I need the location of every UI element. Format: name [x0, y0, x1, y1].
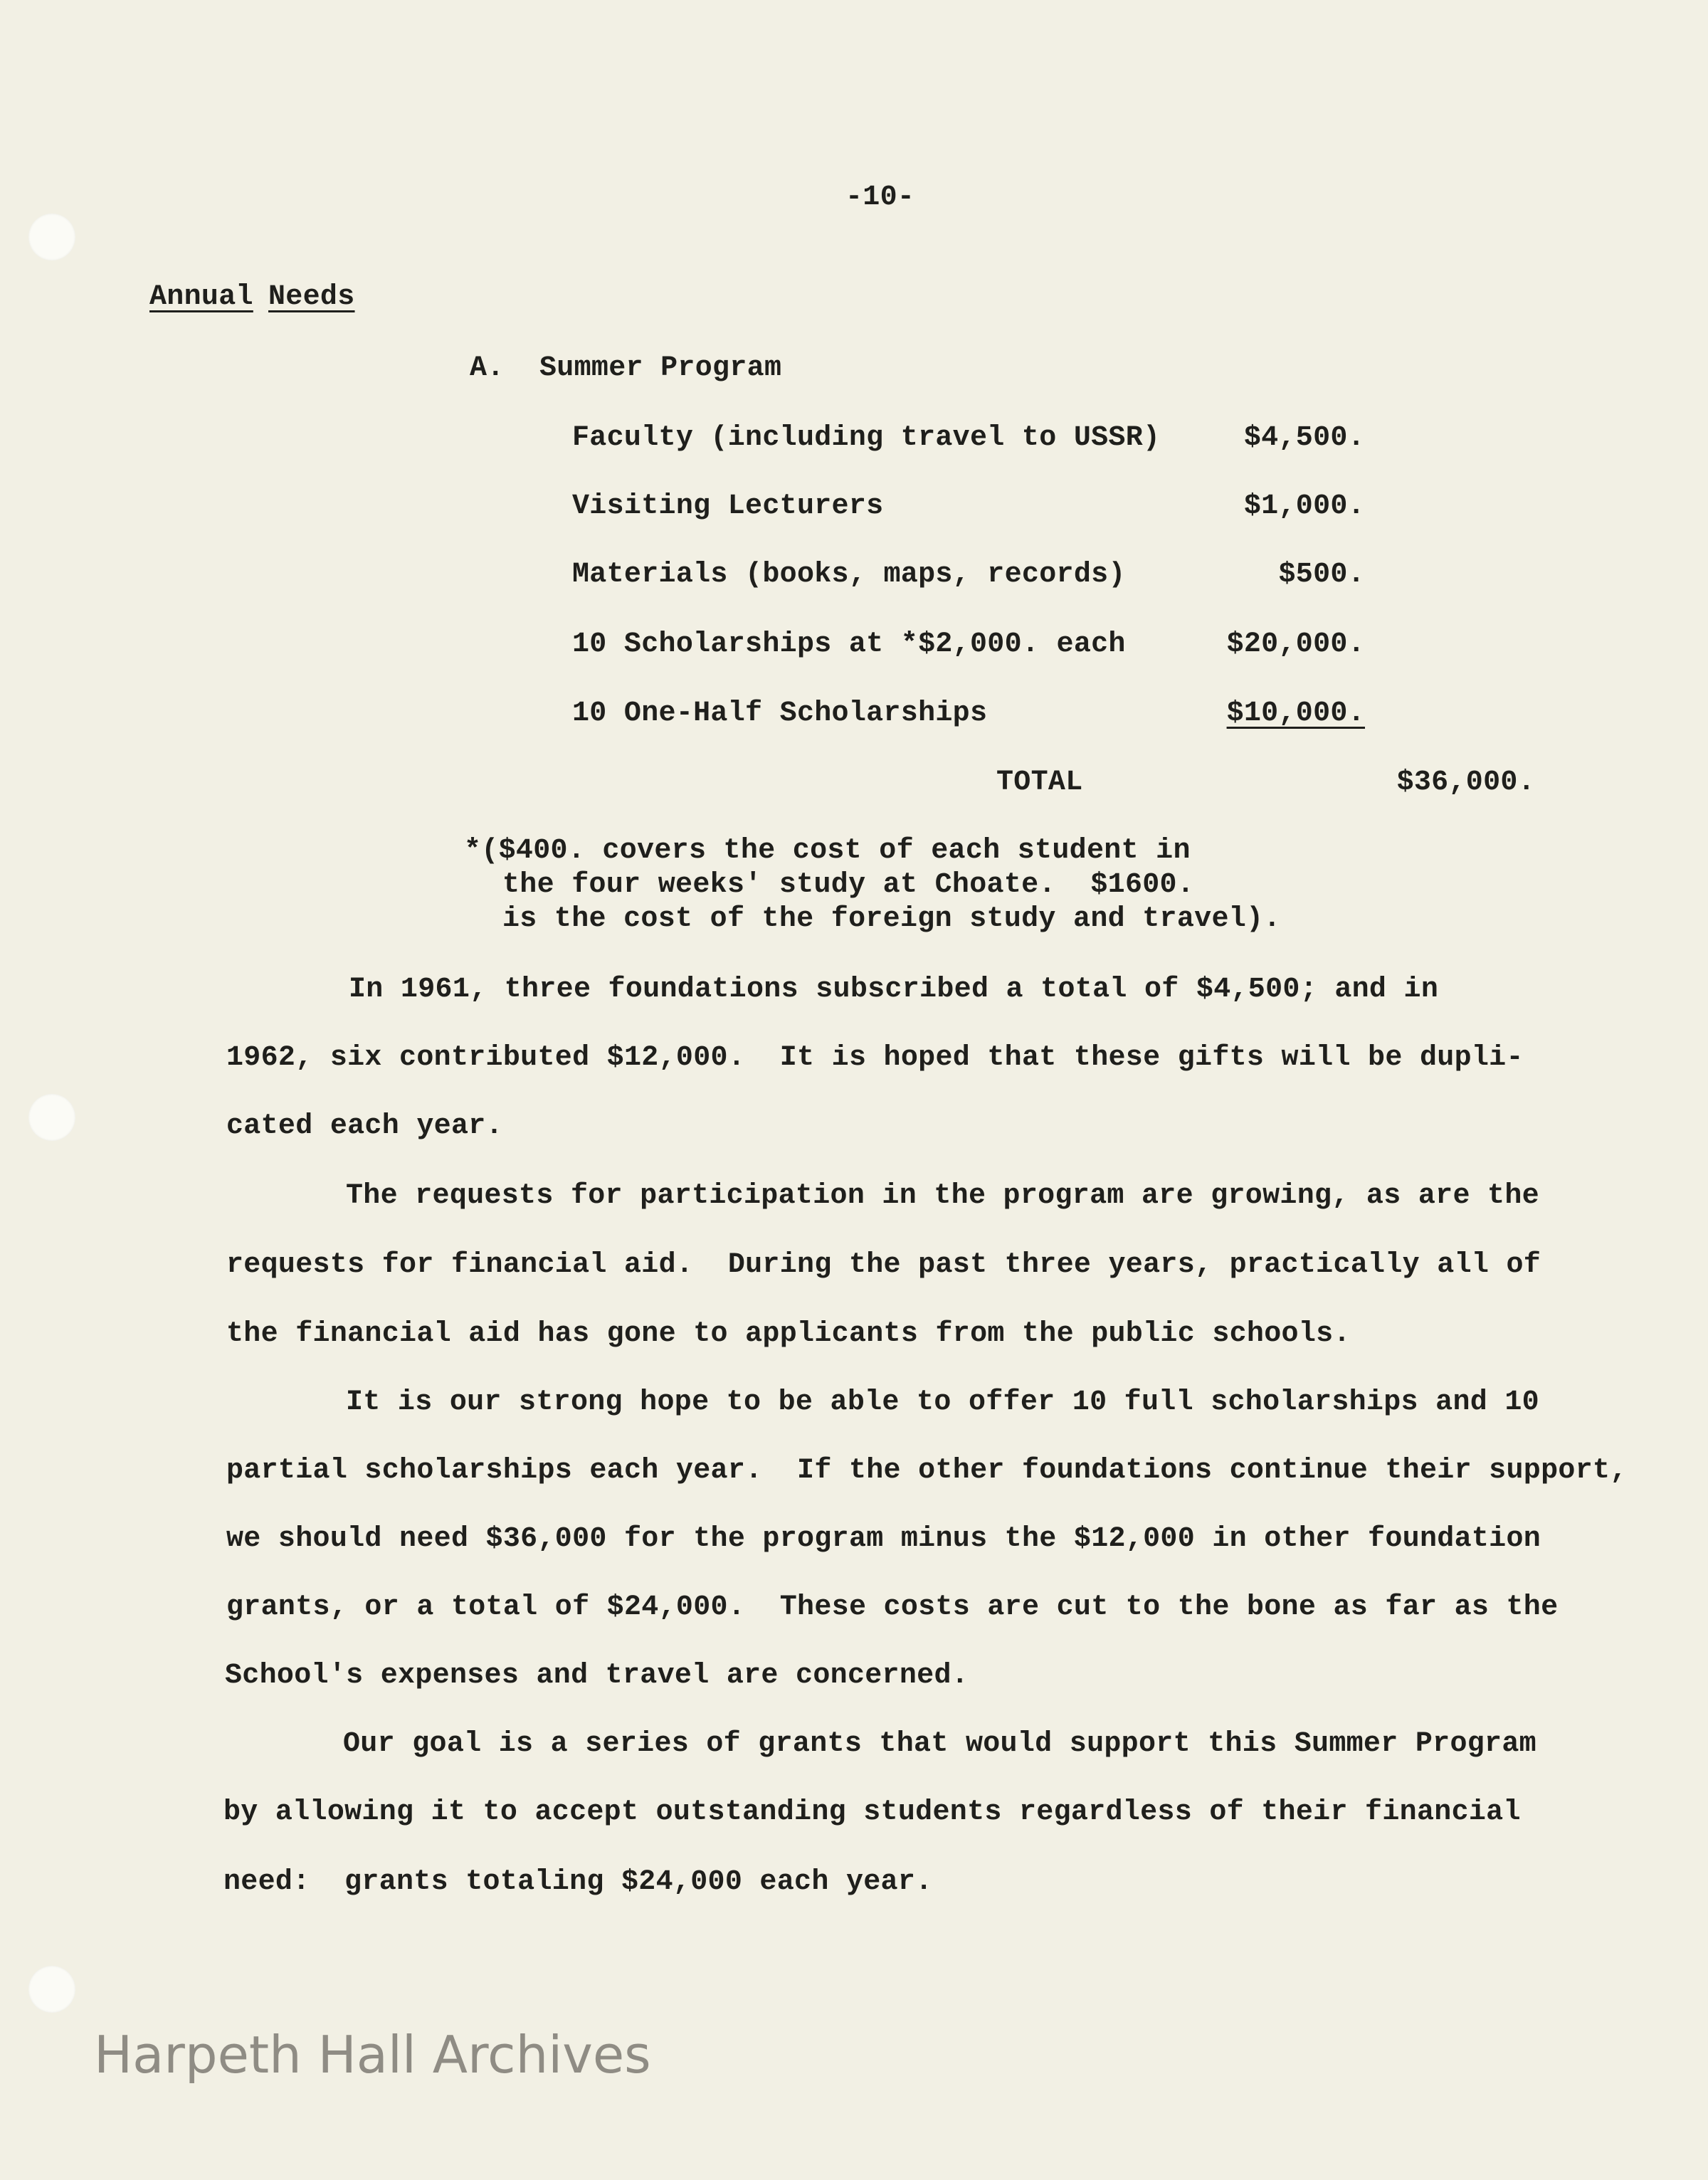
budget-item-label: 10 One-Half Scholarships	[572, 697, 988, 730]
punch-hole-bottom	[28, 1966, 75, 2013]
paragraph-line: cated each year.	[226, 1110, 503, 1142]
paragraph-line: we should need $36,000 for the program minus the $12,000 in other foundation	[226, 1523, 1541, 1555]
heading-annual: Annual	[149, 281, 253, 313]
paragraph-line: Our goal is a series of grants that would support this Summer Program	[343, 1728, 1536, 1760]
paragraph-line: 1962, six contributed $12,000. It is hoped that these gifts will be dupli-	[226, 1042, 1524, 1074]
section-label: A.	[470, 352, 505, 384]
paragraph-line: grants, or a total of $24,000. These costs are cut to the bone as far as the	[226, 1591, 1559, 1623]
paragraph-line: It is our strong hope to be able to offer 10 full scholarships and 10	[346, 1386, 1539, 1418]
page-number: -10-	[845, 181, 915, 214]
paragraph-line: The requests for participation in the program are growing, as are the	[346, 1180, 1539, 1212]
paragraph-line: requests for financial aid. During the past three years, practically all of	[226, 1249, 1541, 1281]
budget-item-amount: $4,500.	[1243, 422, 1365, 454]
budget-item-amount: $1,000.	[1243, 490, 1365, 522]
punch-hole-middle	[28, 1094, 75, 1141]
total-amount: $36,000.	[1396, 767, 1535, 799]
budget-item-amount: $20,000.	[1226, 628, 1365, 660]
budget-item-label: Visiting Lecturers	[572, 490, 884, 522]
paragraph-line: the financial aid has gone to applicants from the public schools.	[226, 1318, 1351, 1350]
footnote-line: is the cost of the foreign study and travel).	[502, 903, 1281, 935]
section-title: Summer Program	[539, 352, 782, 384]
archive-watermark: Harpeth Hall Archives	[94, 2025, 651, 2085]
punch-hole-top	[28, 214, 75, 260]
budget-item-label: Materials (books, maps, records)	[572, 559, 1126, 591]
footnote-line: the four weeks' study at Choate. $1600.	[502, 869, 1195, 901]
paragraph-line: partial scholarships each year. If the other foundations continue their support,	[226, 1455, 1628, 1487]
heading-needs: Needs	[268, 281, 355, 313]
paragraph-line: School's expenses and travel are concerned.	[225, 1660, 969, 1692]
paragraph-line: In 1961, three foundations subscribed a total of $4,500; and in	[349, 974, 1439, 1006]
budget-item-label: Faculty (including travel to USSR)	[572, 422, 1161, 454]
paragraph-line: by allowing it to accept outstanding students regardless of their financial	[223, 1796, 1521, 1828]
footnote-line: *($400. covers the cost of each student in	[464, 835, 1191, 867]
paragraph-line: need: grants totaling $24,000 each year.	[223, 1866, 933, 1898]
budget-item-amount-underlined: $10,000.	[1226, 697, 1365, 730]
budget-item-amount: $500.	[1278, 559, 1365, 591]
budget-item-label: 10 Scholarships at *$2,000. each	[572, 628, 1126, 660]
total-label: TOTAL	[996, 767, 1083, 799]
